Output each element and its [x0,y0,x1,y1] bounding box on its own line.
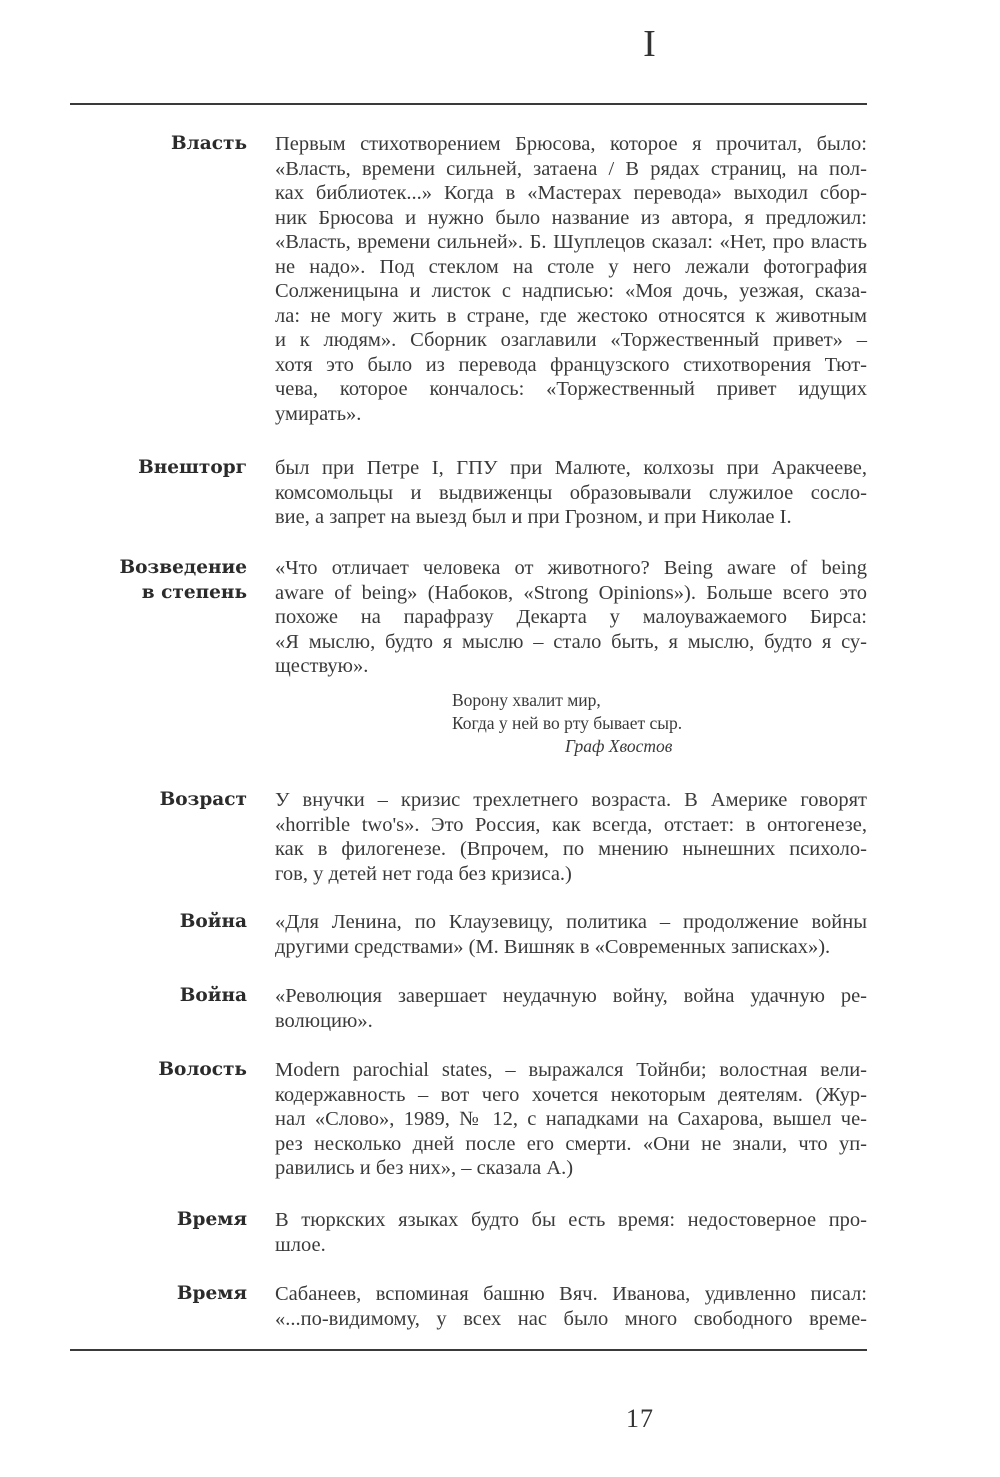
entry-text [275,1282,867,1331]
epigraph [452,689,752,758]
running-head: I [643,23,657,65]
text-line: В тюркских языках будто бы есть время: недостоверное про- [275,1209,867,1231]
headword-line: Война [179,985,247,1006]
text-line: ник Брюсова и нужно было название из автора, я предложил: [275,206,867,229]
headword-line: Возраст [159,789,247,810]
text-line: не надо». Под стеклом на столе у него лежали фотография [275,255,867,278]
text-line: Первым стихотворением Брюсова, которое я прочитал, было: [275,133,867,155]
headword-line: Возведение [119,557,247,578]
text-line: другими средствами» (М. Вишняк в «Современных записках»). [275,935,831,958]
text-line: кодержавность – вот чего хочется некоторым деятелям. (Жур- [275,1083,867,1106]
text-line: У внучки – кризис трехлетнего возраста. В Америке говорят [275,789,867,811]
text-line: Modern parochial states, – выражался Тойнби; волостная вели- [275,1059,867,1081]
text-line: хотя это было из перевода французского стихотворения Тют- [275,353,867,376]
text-line: ках библиотек...» Когда в «Мастерах перевода» выходил сбор- [275,182,867,204]
entry-text [275,788,867,886]
entry-text [275,456,867,530]
headword-line: Волость [158,1059,247,1080]
text-line: похоже на парафразу Декарта у малоуважаемого Бирса: [275,606,867,628]
entry-headword [70,132,247,157]
text-line: был при Петре I, ГПУ при Малюте, колхозы при Аракчееве, [275,457,867,479]
text-line: чева, которое кончалось: «Торжественный привет идущих [275,378,867,400]
text-line: «...по-видимому, у всех нас было много свободного време- [275,1307,867,1330]
text-line: комсомольцы и выдвиженцы образовывали служилое сосло- [275,481,867,504]
text-line: Солженицына и листок с надписью: «Моя дочь, уезжая, сказа- [275,280,867,302]
text-line: равились и без них», – сказала А.) [275,1157,574,1179]
entry-text [275,1208,867,1257]
text-line: «Для Ленина, по Клаузевицу, политика – продолжение войны [275,911,867,933]
entry-headword [70,1058,247,1083]
text-line: «Власть, времени сильней, затаена / В рядах страниц, на пол- [275,157,867,180]
epigraph-line: Когда у ней во рту бывает сыр. [452,712,683,733]
text-line: ла: не могу жить в стране, где жестоко относятся к животным [275,304,867,327]
text-line: как в филогенезе. (Впрочем, по мнению нынешних психоло- [275,838,867,860]
text-line: «Я мыслю, будто я мыслю – стало быть, я мыслю, будто я су- [275,630,867,653]
headword-line: Внешторг [138,457,247,478]
text-line: Сабанеев, вспоминая башню Вяч. Иванова, удивленно писал: [275,1283,867,1305]
entry-headword [70,984,247,1009]
entry-headword [70,910,247,935]
entry-text [275,132,867,426]
headword-line: Власть [171,133,247,154]
entry-text [275,984,867,1033]
text-line: и к людям». Сборник озаглавили «Торжественный привет» – [275,329,867,351]
text-line: «Власть, времени сильней». Б. Шуплецов сказал: «Нет, про власть [275,231,867,253]
headword-line: в степень [141,581,247,603]
text-line: ществую». [275,655,369,677]
entry-headword [70,788,247,813]
entry-headword [70,556,247,605]
entry-headword [70,456,247,481]
text-line: волюцию». [275,1009,373,1032]
text-line: «horrible two's». Это Россия, как всегда, отстает: в онтогенезе, [275,813,867,836]
text-line: нал «Слово», 1989, № 12, с нападками на Сахарова, вышел че- [275,1108,867,1130]
entry-text [275,910,867,959]
epigraph-author: Граф Хвостов [565,736,673,756]
headword-line: Война [179,911,247,932]
epigraph-line: Ворону хвалит мир, [452,690,601,710]
entry-headword [70,1208,247,1233]
entry-headword [70,1282,247,1307]
text-line: «Революция завершает неудачную войну, война удачную ре- [275,985,867,1007]
entry-text [275,556,867,679]
text-line: гов, у детей нет года без кризиса.) [275,862,572,885]
headword-line: Время [176,1283,247,1304]
text-line: aware of being» (Набоков, «Strong Opinions»). Больше всего это [275,581,867,604]
headword-line: Время [176,1209,247,1230]
text-line: вие, а запрет на выезд был и при Грозном, и при Николае I. [275,506,792,528]
text-line: «Что отличает человека от животного? Being aware of being [275,557,867,579]
page-number: 17 [626,1404,654,1433]
bottom-rule [70,1349,867,1351]
text-line: рез несколько дней после его смерти. «Они не знали, что уп- [275,1132,867,1155]
top-rule [70,103,867,105]
text-line: шлое. [275,1233,326,1256]
text-line: умирать». [275,402,362,425]
entry-text [275,1058,867,1181]
